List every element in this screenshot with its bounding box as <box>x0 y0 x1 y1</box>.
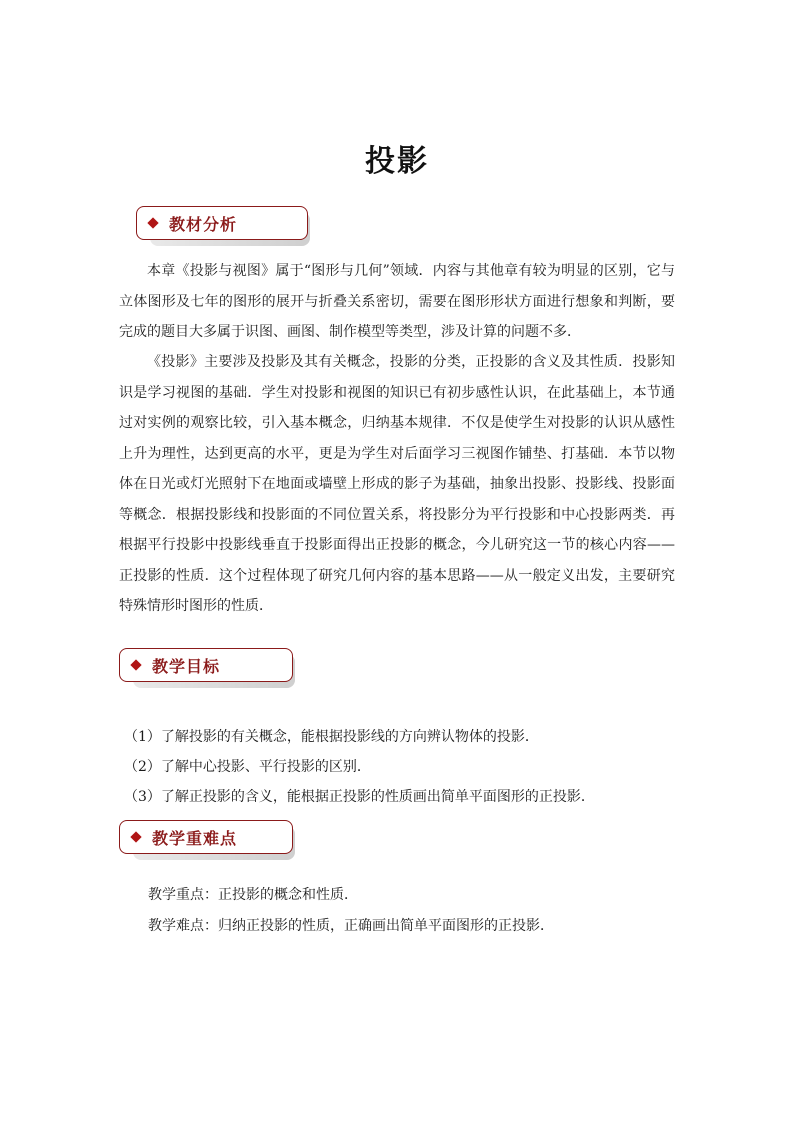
section-header-objectives <box>119 648 301 684</box>
analysis-paragraph-1: 本章《投影与视图》属于“图形与几何”领域．内容与其他章有较为明显的区别，它与立体图形及七年的图形的展开与折叠关系密切，需要在图形形状方面进行想象和判断，要完成的题目大多属于识图、画图、制作模型等类型，涉及计算的问题不多． <box>119 263 675 340</box>
keypoints-list <box>148 880 688 942</box>
section-heading: 教学重难点 <box>152 828 238 848</box>
page-title: 投影 <box>365 144 429 179</box>
list-item: 教学难点：归纳正投影的性质，正确画出简单平面图形的正投影． <box>148 918 554 934</box>
section-heading: 教学目标 <box>152 656 221 676</box>
section-header-analysis <box>136 206 316 242</box>
list-item: （2）了解中心投影、平行投影的区别． <box>124 759 371 775</box>
objectives-list <box>124 722 684 812</box>
list-item: 教学重点：正投影的概念和性质． <box>148 887 358 903</box>
analysis-paragraph-2: 《投影》主要涉及投影及其有关概念，投影的分类，正投影的含义及其性质．投影知识是学习视图的基础．学生对投影和视图的知识已有初步感性认识，在此基础上，本节通过对实例的观察比较，引入基本概念，归纳基本规律．不仅是使学生对投影的认识从感性上升为理性，达到更高的水平，更是为学生对后面学习三视图作铺垫、打基础．本节以物体在日光或灯光照射下在地面或墙壁上形成的影子为基础，抽象出投影、投影线、投影面等概念．根据投影线和投影面的不同位置关系，将投影分为平行投影和中心投影两类．再根据平行投影中投影线垂直于投影面得出正投影的概念，今儿研究这一节的核心内容——正投影的性质．这个过程体现了研究几何内容的基本思路——从一般定义出发，主要研究特殊情形时图形的性质． <box>119 354 675 614</box>
section-header-keypoints <box>119 820 301 856</box>
diamond-bullet-icon <box>130 659 141 670</box>
list-item: （3）了解正投影的含义，能根据正投影的性质画出简单平面图形的正投影． <box>124 789 595 805</box>
section-heading: 教材分析 <box>169 214 238 234</box>
diamond-bullet-icon <box>147 217 158 228</box>
diamond-bullet-icon <box>130 831 141 842</box>
list-item: （1）了解投影的有关概念，能根据投影线的方向辨认物体的投影． <box>124 729 539 745</box>
